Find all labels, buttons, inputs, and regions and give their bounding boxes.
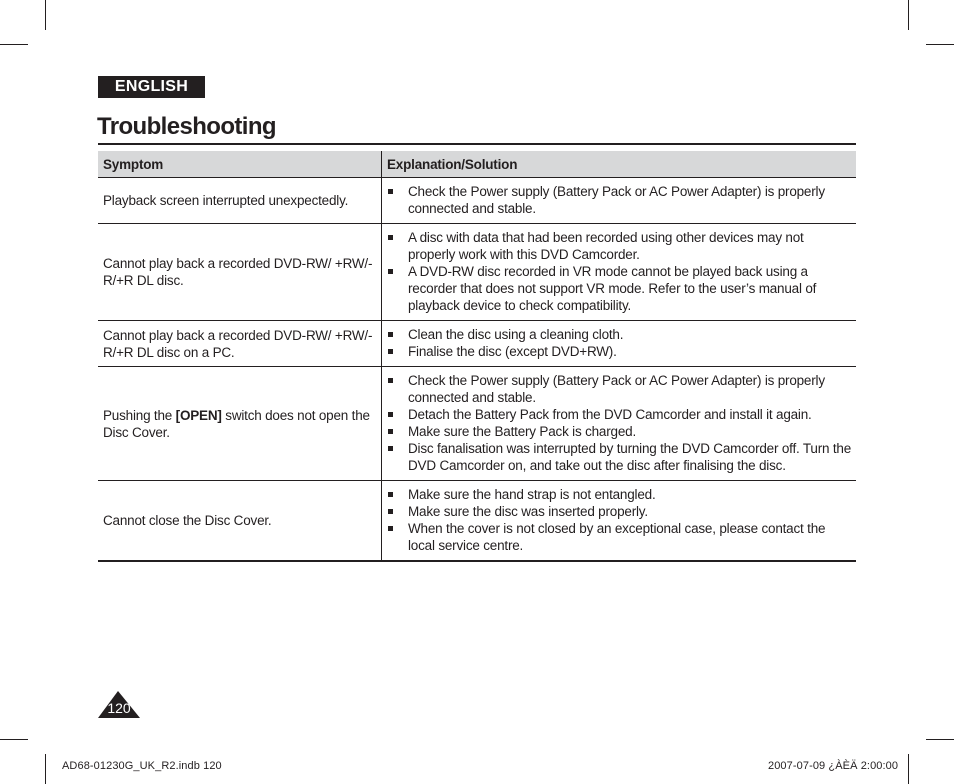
language-badge: ENGLISH <box>98 76 205 98</box>
solution-cell <box>382 178 857 224</box>
solution-cell <box>382 321 857 367</box>
solution-text: A disc with data that had been recorded using other devices may not properly work with this DVD Camcorder. <box>408 230 804 262</box>
crop-mark <box>0 739 28 740</box>
solution-text: Disc fanalisation was interrupted by turning the DVD Camcorder off. Turn the DVD Camcorder on, and take out the disc after finalising the disc. <box>408 441 852 473</box>
solution-item <box>386 229 852 263</box>
solution-text: A DVD-RW disc recorded in VR mode cannot be played back using a recorder that does not support VR mode. Refer to the user’s manual of playback device to check compatibility. <box>408 264 817 313</box>
solution-item <box>386 183 852 217</box>
crop-mark <box>926 739 954 740</box>
bullet-icon <box>388 446 393 451</box>
footer-file-info: AD68-01230G_UK_R2.indb 120 <box>62 760 222 772</box>
symptom-cell: Playback screen interrupted unexpectedly. <box>98 178 382 224</box>
bullet-icon <box>388 378 393 383</box>
solution-item <box>386 423 852 440</box>
solution-cell <box>382 481 857 562</box>
bullet-icon <box>388 526 393 531</box>
bullet-icon <box>388 412 393 417</box>
table-row <box>98 481 856 562</box>
bullet-icon <box>388 349 393 354</box>
solution-text: Finalise the disc (except DVD+RW). <box>408 344 617 359</box>
crop-mark <box>45 754 46 784</box>
crop-mark <box>926 44 954 45</box>
crop-mark <box>45 0 46 30</box>
solution-text: Make sure the hand strap is not entangled. <box>408 487 656 502</box>
bullet-icon <box>388 235 393 240</box>
title-divider <box>98 143 856 145</box>
table-row <box>98 224 856 321</box>
symptom-cell: Cannot play back a recorded DVD-RW/ +RW/-R/+R DL disc. <box>98 224 382 321</box>
symptom-cell: Cannot close the Disc Cover. <box>98 481 382 562</box>
symptom-cell: Cannot play back a recorded DVD-RW/ +RW/-R/+R DL disc on a PC. <box>98 321 382 367</box>
solution-item <box>386 263 852 314</box>
symptom-column-header: Symptom <box>98 151 382 178</box>
table-header-row <box>98 151 856 178</box>
solution-item <box>386 440 852 474</box>
solution-item <box>386 343 852 360</box>
solution-text: Clean the disc using a cleaning cloth. <box>408 327 624 342</box>
solution-list <box>386 372 852 474</box>
solution-item <box>386 372 852 406</box>
bullet-icon <box>388 332 393 337</box>
crop-mark <box>0 44 28 45</box>
solution-text: Make sure the disc was inserted properly. <box>408 504 648 519</box>
crop-mark <box>908 754 909 784</box>
table-row <box>98 321 856 367</box>
page-title: Troubleshooting <box>97 113 276 140</box>
open-switch-label: [OPEN] <box>175 407 222 423</box>
solution-list <box>386 229 852 314</box>
symptom-text: Pushing the <box>103 407 176 423</box>
solution-item <box>386 486 852 503</box>
solution-column-header: Explanation/Solution <box>382 151 857 178</box>
bullet-icon <box>388 269 393 274</box>
table-row <box>98 367 856 481</box>
table-row <box>98 178 856 224</box>
bullet-icon <box>388 492 393 497</box>
bullet-icon <box>388 429 393 434</box>
solution-text: Detach the Battery Pack from the DVD Camcorder and install it again. <box>408 407 812 422</box>
bullet-icon <box>388 189 393 194</box>
solution-item <box>386 326 852 343</box>
solution-list <box>386 183 852 217</box>
page-number: 120 <box>107 700 131 716</box>
solution-text: Check the Power supply (Battery Pack or AC Power Adapter) is properly connected and stable. <box>408 373 825 405</box>
crop-mark <box>908 0 909 30</box>
solution-list <box>386 486 852 554</box>
symptom-text: switch does not open the Disc Cover. <box>103 407 370 440</box>
solution-item <box>386 503 852 520</box>
symptom-cell <box>98 367 382 481</box>
footer-timestamp: 2007-07-09 ¿ÀÈÄ 2:00:00 <box>768 760 899 772</box>
solution-text: Check the Power supply (Battery Pack or AC Power Adapter) is properly connected and stable. <box>408 184 825 216</box>
troubleshooting-table <box>98 151 856 562</box>
solution-text: Make sure the Battery Pack is charged. <box>408 424 637 439</box>
bullet-icon <box>388 509 393 514</box>
solution-list <box>386 326 852 360</box>
solution-cell <box>382 367 857 481</box>
solution-cell <box>382 224 857 321</box>
solution-text: When the cover is not closed by an exceptional case, please contact the local service centre. <box>408 521 826 553</box>
solution-item <box>386 520 852 554</box>
solution-item <box>386 406 852 423</box>
